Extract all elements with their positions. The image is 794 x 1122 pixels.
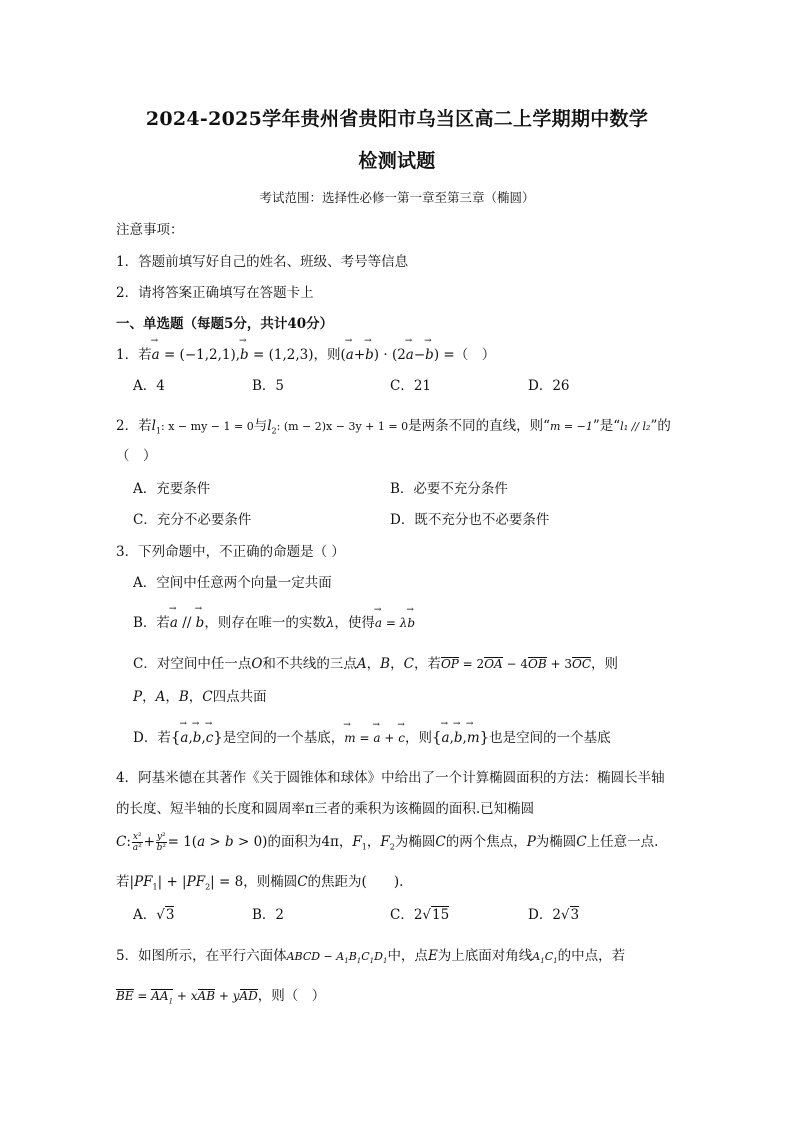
- notice-heading: 注意事项：: [116, 222, 184, 238]
- q2-with: 与: [253, 418, 268, 434]
- q1-expr-6: ) =（ ）: [433, 347, 496, 363]
- vector-b: → b: [240, 347, 249, 363]
- q3-d-text-4: 也是空间的一个基底: [489, 730, 611, 746]
- l1-symbol: l: [151, 418, 156, 434]
- q3-d-text-2: 是空间的一个基底，: [222, 730, 345, 746]
- q4-text-e: 上任意一点.: [586, 834, 659, 850]
- q4-option-a-label: A．: [133, 907, 157, 923]
- q4-option-b: B．2: [252, 907, 285, 923]
- q2-text-3: ”的: [650, 418, 671, 434]
- notice-item-2: 2．请将答案正确填写在答题卡上: [116, 285, 314, 301]
- exam-scope: 考试范围：选择性必修一第一章至第三章（椭圆）: [259, 190, 535, 205]
- vector-b: → b: [365, 347, 374, 363]
- q4-line-3: C: $\frac{\text{x²}}{\text{a²}}$ + $\frac{\text{y²}}{\text{b²}}$ = 1(a > b > 0)的面积为4π，$F_1$，$F_2$为椭圆C的两个焦点，P为椭圆C上任意一点.: [116, 832, 659, 853]
- q2-paren: （ ）: [116, 448, 157, 464]
- vector-b: → b: [425, 347, 434, 363]
- notice-item-1: 1．答题前填写好自己的姓名、班级、考号等信息: [116, 254, 409, 270]
- q3-b-formula: → a = λ→ b: [375, 616, 415, 630]
- q3-c-text-1: C．对空间中任一点: [133, 656, 252, 672]
- l2-equation: : (m − 2)x − 3y + 1 = 0: [276, 420, 409, 433]
- q3-option-c-cont: P，A，B，C四点共面: [133, 689, 267, 705]
- q4-text-p: 为椭圆: [535, 834, 577, 850]
- q4-option-d-label: D．: [528, 907, 553, 923]
- q2-option-d: D．既不充分也不必要条件: [390, 512, 550, 528]
- q3-option-d: D．若{→ a,→ b,→ c}是空间的一个基底，→ m = → a + → c，则{→ a,→ b,→ m}也是空间的一个基底: [133, 726, 611, 746]
- q5-text-then: ，则（ ）: [257, 988, 326, 1004]
- question-2: 2．若$l_1$: x − my − 1 = 0与$l_2$: (m − 2)x − 3y + 1 = 0是两条不同的直线，则“m = −1”是“l₁ // l₂”的: [116, 418, 671, 436]
- q4-option-c-label: C．: [390, 907, 414, 923]
- q1-option-b: B．5: [252, 378, 285, 394]
- vector-a: → a: [152, 347, 160, 363]
- q4-line-2: 的长度、短半轴的长度和圆周率π三者的乘积为该椭圆的面积.已知椭圆: [116, 801, 535, 817]
- l1-equation: : x − my − 1 = 0: [161, 420, 254, 433]
- q3-b-text-2: ，则存在唯一的实数: [204, 615, 326, 631]
- q3-c-text-4: ，则: [591, 656, 619, 672]
- q4-option-d: D．2√3: [528, 907, 580, 923]
- vector-a: → a: [346, 347, 354, 363]
- q4-line-1: 4．阿基米德在其著作《关于圆锥体和球体》中给出了一个计算椭圆面积的方法：椭圆长半轴: [116, 770, 665, 786]
- q3-option-a: A．空间中任意两个向量一定共面: [133, 575, 332, 591]
- q3-c-text-3: ，若: [413, 656, 441, 672]
- q4-line-4: 若$|PF_1| + |PF_2| = 8$，则椭圆C的焦距为( ).: [116, 874, 404, 892]
- q1-option-c: C．21: [390, 378, 432, 394]
- q2-option-a: A．充要条件: [133, 481, 211, 497]
- q4-option-a: A．√3: [133, 907, 175, 923]
- lambda-symbol: λ: [325, 615, 335, 631]
- q2-text-2: ”是“: [592, 418, 621, 434]
- q4-text-then: ，则椭圆: [243, 874, 298, 890]
- q2-option-c: C．充分不必要条件: [133, 512, 252, 528]
- q5-line-2: BE = $AA_1$ + xAB + yAD，则（ ）: [116, 988, 326, 1006]
- q5-line-1: 5．如图所示，在平行六面体ABCD − $A_1B_1C_1D_1$中，点E为上底面对角线$A_1C_1$的中点，若: [116, 948, 626, 966]
- q1-expr-2: = (1,2,3)，则(: [253, 347, 346, 363]
- q1-number: 1．若: [116, 347, 152, 363]
- q1-expr-1: = (−1,2,1),: [163, 347, 241, 363]
- q2-parallel: l₁ // l₂: [620, 420, 651, 433]
- vector-a: → a: [170, 615, 178, 631]
- vector-b: → b: [196, 615, 205, 631]
- q3-c-text-2: 和不共线的三点: [262, 656, 357, 672]
- q5-text-4: 的中点，若: [557, 948, 626, 964]
- q1-option-a: A．4: [133, 378, 165, 394]
- q3-d-text-1: D．若: [133, 730, 171, 746]
- q3-c-formula: OP = 2OA − 4OB + 3OC: [440, 657, 592, 671]
- q4-text-area: 的面积为4π，: [267, 834, 353, 850]
- q4-text-if: 若: [116, 874, 130, 890]
- q3-b-text-1: B．若: [133, 615, 170, 631]
- q1-option-d: D．26: [528, 378, 570, 394]
- q1-expr-4: ) · (2: [373, 347, 406, 363]
- q2-option-b: B．必要不充分条件: [390, 481, 508, 497]
- q4-text-focal: 的焦距为( ).: [307, 874, 404, 890]
- q5-text-1: 5．如图所示，在平行六面体: [116, 948, 287, 964]
- question-1: [116, 343, 495, 363]
- q3-b-text-3: ，使得: [334, 615, 375, 631]
- q2-number: 2．若: [116, 418, 152, 434]
- q4-text-c: 的两个焦点，: [445, 834, 527, 850]
- title-line-2: 检测试题: [358, 150, 436, 172]
- q3-d-text-3: ，则: [404, 730, 432, 746]
- q3-option-b: B．若→ a // → b，则存在唯一的实数λ，使得→ a = λ→ b: [133, 611, 415, 631]
- q5-text-2: 中，点: [387, 948, 428, 964]
- q2-text-1: 是两条不同的直线，则“: [408, 418, 550, 434]
- vector-a: → a: [406, 347, 414, 363]
- q3-c-text-5: 四点共面: [212, 689, 267, 705]
- q2-condition: m = −1: [550, 420, 593, 433]
- q1-expr-3: +: [353, 347, 366, 363]
- question-3-stem: 3．下列命题中，不正确的命题是（ ）: [116, 544, 345, 560]
- l2-symbol: l: [267, 418, 272, 434]
- section-heading: 一、单选题（每题5分，共计40分）: [116, 316, 334, 332]
- q4-option-c: C．2√15: [390, 907, 450, 923]
- q4-text-foci: 为椭圆: [394, 834, 436, 850]
- title-line-1: 2024-2025学年贵州省贵阳市乌当区高二上学期期中数学: [145, 108, 649, 130]
- q5-text-3: 为上底面对角线: [437, 948, 533, 964]
- q1-expr-5: −: [413, 347, 426, 363]
- q3-option-c: C．对空间中任一点O和不共线的三点A，B，C，若OP = 2OA − 4OB + 3OC，则: [133, 656, 619, 672]
